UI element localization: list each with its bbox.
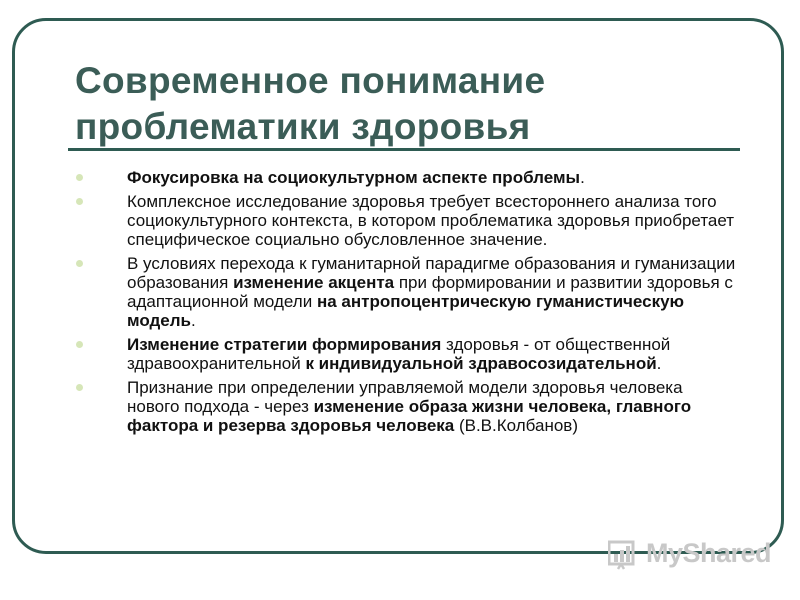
bullet-4-part-3: к индивидуальной здравосозидательной [305,354,657,373]
bar-chart-icon [608,540,640,570]
title-line-1: Современное понимание [75,60,546,101]
bullet-3-part-3: при формировании и развитии здоровья с адаптационной модели [127,273,733,311]
bullet-5-part-1: Признание при определении управляемой модели здоровья человека нового подхода - через [127,378,683,416]
bullet-dot [76,260,83,267]
bullet-3-part-1: В условиях перехода к гуманитарной парадигме образования и гуманизации образования [127,254,736,292]
myshared-watermark[interactable] [606,536,776,572]
bullet-dot [76,174,83,181]
title-divider [68,148,740,151]
slide-title [75,58,735,150]
bullet-dot [76,384,83,391]
bullet-item-2 [76,192,736,249]
bullet-2-part-1: Комплексное исследование здоровья требует всестороннего анализа того социокультурного контекста, в котором проблематика здоровья приобретает специфическое социально обусловленное значение. [127,192,735,249]
bullet-4-part-1: Изменение стратегии формирования [127,335,442,354]
bullet-4-part-4: . [656,354,662,373]
bullet-item-4 [76,335,736,373]
bullet-dot [76,198,83,205]
bullet-5-part-2: изменение образа жизни человека, главного фактора и резерва здоровья человека [127,397,692,435]
bullet-5-part-3: (В.В.Колбанов) [454,416,578,435]
bullet-item-1 [76,168,736,187]
bullet-3-part-2: изменение акцента [233,273,395,292]
bullet-item-5 [76,378,736,435]
bullet-1-part-1: Фокусировка на социокультурном аспекте проблемы [127,168,581,187]
bullet-3-part-4: на антропоцентрическую гуманистическую модель [127,292,685,330]
bullet-list [76,168,736,440]
bullet-dot [76,341,83,348]
bullet-item-3 [76,254,736,330]
title-line-2: проблематики здоровья [75,106,531,147]
bullet-3-part-5: . [191,311,196,330]
watermark-text: MyShared [646,538,772,568]
bullet-4-part-2: здоровья - от общественной здравоохранительной [127,335,671,373]
bullet-1-part-2: . [580,168,585,187]
